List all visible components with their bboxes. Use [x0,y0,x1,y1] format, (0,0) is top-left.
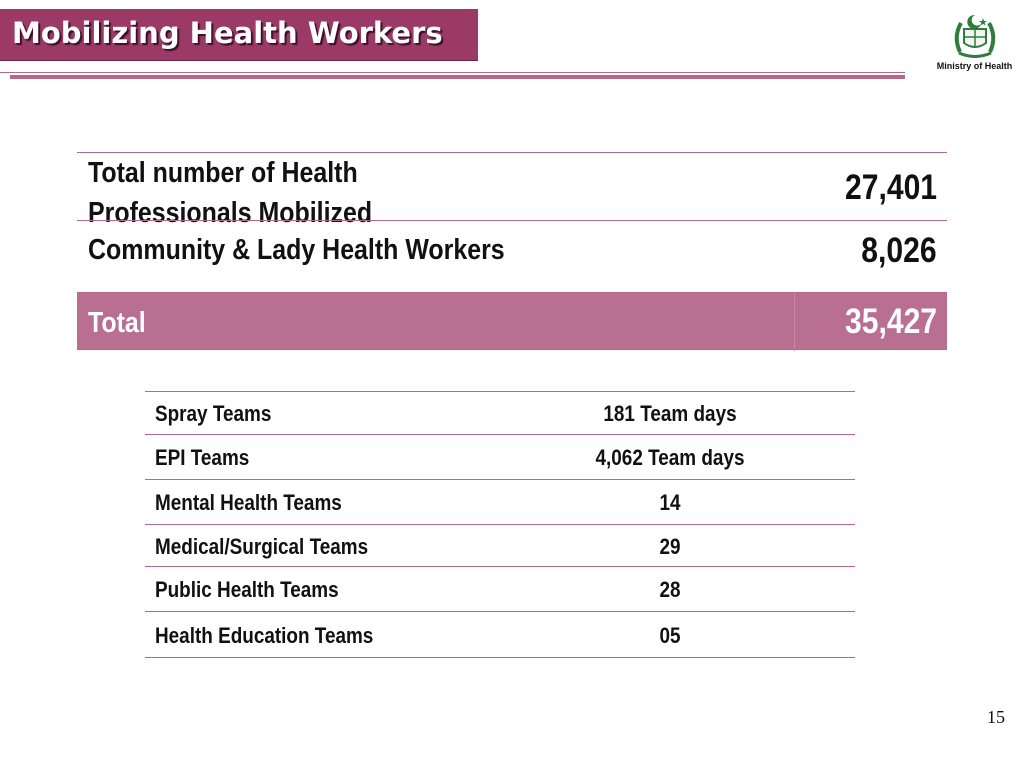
team-label: Public Health Teams [155,577,339,602]
teams-row-medical-surgical [145,525,855,567]
summary-row-community-workers [77,220,947,292]
total-cell-divider [794,293,795,351]
team-value: 4,062 Team days [595,445,745,470]
team-value: 181 Team days [603,401,737,426]
team-label: Health Education Teams [155,623,374,648]
teams-row-epi [145,435,855,480]
summary-row-health-professionals [77,152,947,229]
summary-row-value: 8,026 [861,231,937,270]
teams-row-health-education [145,612,855,658]
header-rule-thin [0,72,905,73]
teams-row-public-health [145,567,855,612]
summary-row-label: Community & Lady Health Workers [88,234,505,266]
team-value: 14 [659,490,681,515]
team-label: Spray Teams [155,401,272,426]
summary-total-row [77,292,947,350]
summary-total-value: 35,427 [844,302,937,341]
team-value: 28 [659,577,681,602]
teams-table [145,391,855,658]
teams-row-spray [145,392,855,435]
summary-table [77,152,947,350]
slide-title: Mobilizing Health Workers [12,16,443,50]
page-number: 15 [987,707,1005,727]
team-label: Mental Health Teams [155,490,342,515]
pakistan-state-emblem-icon [950,12,1000,62]
summary-row-label: Total number of Health Professionals Mobilized [88,157,373,229]
summary-row-value: 27,401 [844,168,937,207]
ministry-label: Ministry of Health [936,61,1013,71]
team-value: 05 [659,623,681,648]
team-label: EPI Teams [155,445,250,470]
title-bar [0,9,478,61]
header-rule-thick [10,75,905,79]
summary-total-label: Total [88,307,146,339]
team-value: 29 [659,534,681,559]
team-label: Medical/Surgical Teams [155,534,369,559]
teams-row-mental-health [145,480,855,525]
